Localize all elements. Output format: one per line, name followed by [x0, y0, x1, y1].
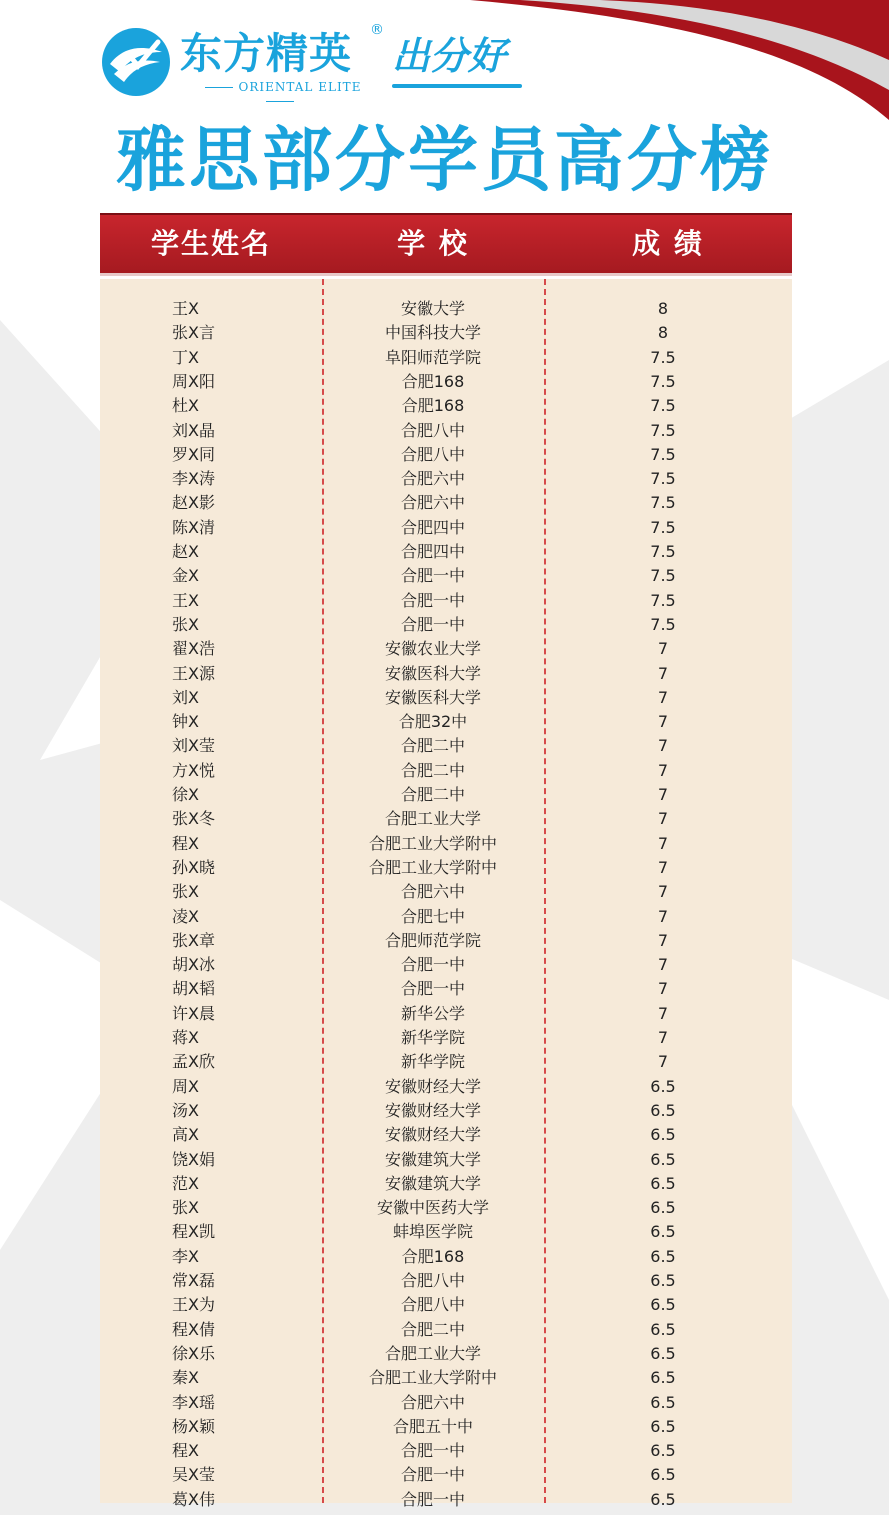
student-name: 方X悦: [172, 760, 215, 780]
table-row: [100, 516, 792, 540]
table-row: [100, 1123, 792, 1147]
table-row: [100, 1269, 792, 1293]
school-name: 安徽医科大学: [384, 663, 481, 683]
score-value: 7: [657, 906, 669, 926]
table-row: [100, 832, 792, 856]
student-name: 汤X: [172, 1100, 199, 1120]
table-row: [100, 929, 792, 953]
table-row: [100, 1196, 792, 1220]
table-row: [100, 734, 792, 758]
school-name: 合肥四中: [400, 517, 465, 537]
student-name: 徐X: [172, 785, 199, 804]
score-value: 7: [657, 1003, 669, 1023]
score-value: 6.5: [650, 1392, 676, 1412]
score-value: 7: [657, 833, 669, 853]
school-name: 合肥八中: [400, 420, 465, 440]
student-name: 刘X晶: [172, 420, 215, 440]
school-name: 安徽建筑大学: [384, 1149, 481, 1169]
score-value: 7: [657, 663, 669, 683]
student-name: 徐X乐: [172, 1343, 215, 1363]
score-value: 6.5: [650, 1198, 676, 1218]
student-name: 张X冬: [172, 809, 215, 829]
table-row: [100, 1415, 792, 1439]
score-value: 6.5: [650, 1271, 676, 1290]
student-name: 程X: [172, 833, 199, 853]
school-name: 合肥六中: [400, 493, 465, 513]
score-value: 8: [657, 323, 669, 343]
brand-logo: [100, 24, 520, 104]
school-name: 合肥二中: [400, 785, 465, 804]
school-name: 蚌埠医学院: [392, 1222, 473, 1242]
school-name: 合肥一中: [400, 979, 465, 999]
school-name: 安徽大学: [400, 299, 465, 318]
table-row: [100, 394, 792, 418]
table-row: [100, 1050, 792, 1074]
student-name: 胡X韬: [172, 979, 215, 999]
score-value: 7: [657, 687, 669, 707]
school-name: 安徽财经大学: [384, 1125, 481, 1145]
score-value: 6.5: [650, 1416, 676, 1436]
school-name: 新华学院: [400, 1052, 465, 1072]
brand-name-cn: 东方精英: [180, 29, 353, 78]
table-row: [100, 1342, 792, 1366]
table-row: [100, 1488, 792, 1512]
score-value: 7: [657, 639, 669, 659]
score-value: 7: [657, 1028, 669, 1047]
student-name: 王X为: [172, 1295, 215, 1315]
student-name: 张X言: [172, 323, 215, 343]
student-name: 吴X莹: [172, 1465, 215, 1485]
table-row: [100, 419, 792, 443]
student-name: 秦X: [172, 1368, 199, 1388]
student-name: 孙X晓: [172, 857, 215, 877]
table-row: [100, 807, 792, 831]
school-name: 合肥二中: [400, 1319, 465, 1339]
student-name: 李X: [172, 1246, 199, 1266]
school-name: 合肥工业大学: [384, 1343, 481, 1363]
student-name: 凌X: [172, 906, 199, 926]
table-row: [100, 1148, 792, 1172]
table-row: [100, 1366, 792, 1390]
table-row: [100, 321, 792, 345]
student-name: 陈X清: [172, 517, 215, 537]
student-name: 常X磊: [172, 1271, 215, 1290]
student-name: 王X: [172, 299, 199, 318]
score-value: 7: [657, 760, 669, 780]
student-name: 饶X娟: [172, 1149, 215, 1169]
student-name: 张X: [172, 1198, 199, 1218]
table-row: [100, 1172, 792, 1196]
student-name: 程X凯: [172, 1222, 215, 1242]
table-row: [100, 1002, 792, 1026]
table-row: [100, 1099, 792, 1123]
school-name: 合肥一中: [400, 590, 465, 610]
student-name: 周X: [172, 1076, 199, 1096]
school-name: 合肥六中: [400, 469, 465, 489]
student-name: 许X晨: [172, 1003, 215, 1023]
table-row: [100, 1245, 792, 1269]
student-name: 葛X伟: [172, 1489, 215, 1509]
school-name: 新华学院: [400, 1028, 465, 1047]
score-value: 6.5: [650, 1222, 676, 1242]
school-name: 阜阳师范学院: [384, 347, 481, 367]
table-row: [100, 467, 792, 491]
score-value: 7.5: [650, 347, 676, 367]
score-value: 6.5: [650, 1465, 676, 1485]
table-row: [100, 370, 792, 394]
school-name: 安徽财经大学: [384, 1076, 481, 1096]
score-value: 6.5: [650, 1368, 676, 1388]
school-name: 合肥二中: [400, 760, 465, 780]
school-name: 合肥一中: [400, 1465, 465, 1485]
school-name: 合肥四中: [400, 542, 465, 561]
score-value: 7.5: [650, 469, 676, 489]
table-row: [100, 346, 792, 370]
table-row: [100, 953, 792, 977]
table-row: [100, 710, 792, 734]
table-row: [100, 759, 792, 783]
score-value: 6.5: [650, 1173, 676, 1193]
score-value: 7: [657, 930, 669, 950]
school-name: 合肥32中: [398, 712, 468, 732]
score-value: 6.5: [650, 1343, 676, 1363]
student-name: 王X: [172, 590, 199, 610]
score-value: 7.5: [650, 542, 676, 561]
score-value: 7: [657, 857, 669, 877]
student-name: 李X涛: [172, 469, 215, 489]
student-name: 丁X: [172, 347, 199, 367]
score-value: 7.5: [650, 420, 676, 440]
student-name: 高X: [172, 1125, 199, 1145]
student-name: 李X瑶: [172, 1392, 215, 1412]
score-value: 7.5: [650, 444, 676, 464]
score-value: 6.5: [650, 1125, 676, 1145]
score-value: 6.5: [650, 1295, 676, 1315]
student-name: 金X: [172, 566, 199, 586]
table-row: [100, 1220, 792, 1244]
score-value: 7.5: [650, 396, 676, 416]
student-name: 钟X: [172, 712, 199, 732]
school-name: 合肥工业大学附中: [368, 1368, 497, 1388]
brand-slogan: 出分好: [392, 34, 507, 78]
table-row: [100, 1463, 792, 1487]
school-name: 安徽农业大学: [384, 639, 481, 659]
table-row: [100, 686, 792, 710]
table-row: [100, 1318, 792, 1342]
score-value: 6.5: [650, 1076, 676, 1096]
school-name: 合肥168: [401, 396, 465, 416]
school-name: 合肥五十中: [392, 1416, 473, 1436]
score-value: 6.5: [650, 1149, 676, 1169]
table-row: [100, 613, 792, 637]
student-name: 蒋X: [172, 1028, 199, 1047]
school-name: 合肥一中: [400, 566, 465, 586]
table-row: [100, 977, 792, 1001]
header-student-name: 学生姓名: [150, 227, 271, 260]
student-name: 赵X影: [172, 493, 215, 513]
student-name: 罗X同: [172, 444, 215, 464]
score-value: 6.5: [650, 1489, 676, 1509]
header-school: 学 校: [397, 227, 469, 260]
student-name: 翟X浩: [172, 639, 215, 659]
score-value: 7: [657, 809, 669, 829]
score-value: 7.5: [650, 614, 676, 634]
school-name: 新华公学: [400, 1003, 465, 1023]
school-name: 合肥工业大学: [384, 809, 481, 829]
student-name: 胡X冰: [172, 955, 215, 975]
score-value: 6.5: [650, 1100, 676, 1120]
score-value: 8: [657, 299, 669, 318]
score-value: 6.5: [650, 1246, 676, 1266]
score-value: 7.5: [650, 590, 676, 610]
school-name: 安徽建筑大学: [384, 1173, 481, 1193]
table-row: [100, 540, 792, 564]
table-row: [100, 662, 792, 686]
school-name: 合肥八中: [400, 444, 465, 464]
table-row: [100, 880, 792, 904]
table-header: [100, 213, 792, 273]
student-name: 周X阳: [172, 371, 215, 391]
student-name: 刘X: [172, 687, 199, 707]
student-name: 张X章: [172, 930, 215, 950]
table-row: [100, 783, 792, 807]
table-row: [100, 1075, 792, 1099]
school-name: 合肥168: [401, 371, 465, 391]
student-name: 程X倩: [172, 1319, 215, 1339]
student-name: 刘X莹: [172, 736, 215, 756]
school-name: 合肥一中: [400, 955, 465, 975]
score-value: 7.5: [650, 517, 676, 537]
table-row: [100, 589, 792, 613]
school-name: 合肥七中: [400, 906, 465, 926]
school-name: 安徽财经大学: [384, 1100, 481, 1120]
student-name: 张X: [172, 614, 199, 634]
table-row: [100, 1026, 792, 1050]
score-value: 7: [657, 955, 669, 975]
school-name: 合肥六中: [400, 1392, 465, 1412]
school-name: 安徽医科大学: [384, 687, 481, 707]
school-name: 合肥二中: [400, 736, 465, 756]
student-name: 张X: [172, 882, 199, 902]
table-row: [100, 1293, 792, 1317]
table-row: [100, 856, 792, 880]
school-name: 合肥师范学院: [384, 930, 481, 950]
score-value: 7: [657, 712, 669, 732]
score-value: 6.5: [650, 1319, 676, 1339]
score-value: 6.5: [650, 1441, 676, 1461]
header-score: 成 绩: [632, 227, 704, 260]
table-row: [100, 564, 792, 588]
score-value: 7: [657, 979, 669, 999]
school-name: 合肥工业大学附中: [368, 833, 497, 853]
student-name: 杜X: [172, 396, 199, 416]
score-value: 7.5: [650, 371, 676, 391]
score-value: 7.5: [650, 493, 676, 513]
table-body: [100, 279, 792, 1509]
table-row: [100, 905, 792, 929]
table-row: [100, 1391, 792, 1415]
school-name: 中国科技大学: [384, 323, 481, 343]
table-row: [100, 637, 792, 661]
score-value: 7: [657, 736, 669, 756]
school-name: 合肥168: [401, 1246, 465, 1266]
school-name: 合肥八中: [400, 1295, 465, 1315]
student-name: 范X: [172, 1173, 199, 1193]
brand-name-en: ORIENTAL ELITE: [180, 80, 380, 108]
score-value: 7: [657, 1052, 669, 1072]
school-name: 合肥八中: [400, 1271, 465, 1290]
score-value: 7: [657, 785, 669, 804]
score-value: 7: [657, 882, 669, 902]
school-name: 合肥工业大学附中: [368, 857, 497, 877]
student-name: 王X源: [172, 663, 215, 683]
student-name: 孟X欣: [172, 1052, 215, 1072]
school-name: 合肥六中: [400, 882, 465, 902]
registered-mark: ®: [370, 22, 384, 38]
score-value: 7.5: [650, 566, 676, 586]
table-row: [100, 297, 792, 321]
school-name: 合肥一中: [400, 614, 465, 634]
score-table: [100, 213, 792, 1509]
student-name: 杨X颖: [172, 1416, 215, 1436]
school-name: 安徽中医药大学: [376, 1198, 489, 1218]
table-row: [100, 491, 792, 515]
page-title: 雅思部分学员高分榜: [116, 119, 773, 201]
school-name: 合肥一中: [400, 1441, 465, 1461]
student-name: 程X: [172, 1441, 199, 1461]
slogan-underline: [392, 84, 522, 88]
table-row: [100, 1439, 792, 1463]
table-row: [100, 443, 792, 467]
oriental-elite-logo-icon: [100, 26, 172, 98]
student-name: 赵X: [172, 542, 199, 561]
school-name: 合肥一中: [400, 1489, 465, 1509]
